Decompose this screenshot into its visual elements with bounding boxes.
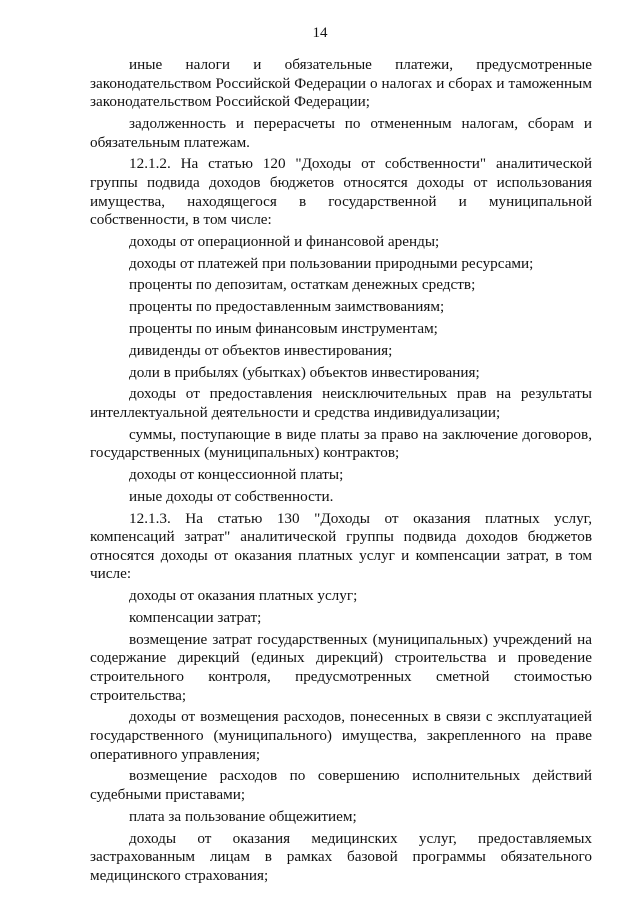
list-item-concession-fee: доходы от концессионной платы; [129, 466, 344, 484]
list-item-medical-services: доходы от оказания медицинских услуг, предоставляемых застрахованным лицам в рамках базовой программы обязательного медицинского страхования; [90, 829, 592, 884]
list-item-contract-rights: суммы, поступающие в виде платы за право на заключение договоров, государственных (муниципальных) контрактов; [90, 425, 592, 462]
list-item-profit-shares: доли в прибылях (убытках) объектов инвестирования; [129, 363, 480, 381]
paragraph-debt-recalculation: задолженность и перерасчеты по отмененным налогам, сборам и обязательным платежам. [90, 114, 592, 151]
list-item-financial-instruments: проценты по иным финансовым инструментам; [129, 320, 438, 338]
list-item-intellectual-property: доходы от предоставления неисключительных прав на результаты интеллектуальной деятельности и средства индивидуализации; [90, 385, 592, 421]
list-item-property-maintenance: доходы от возмещения расходов, понесенных в связи с эксплуатацией государственного (муниципального) имущества, закрепленного на праве оперативного управления; [90, 708, 592, 763]
paragraph-other-taxes: иные налоги и обязательные платежи, предусмотренные законодательством Российской Федерации о налогах и сборах и таможенным законодательством Российской Федерации; [90, 56, 592, 111]
list-item-deposit-interest: проценты по депозитам, остаткам денежных средств; [129, 276, 476, 294]
paragraph-article-130-heading: 12.1.3. На статью 130 "Доходы от оказания платных услуг, компенсаций затрат" аналитической группы подвида доходов бюджетов относятся доходы от оказания платных услуг и компенсации затрат, в том числе: [90, 509, 592, 583]
list-item-dormitory-fee: плата за пользование общежитием; [129, 807, 357, 825]
list-item-bailiff-expenses: возмещение расходов по совершению исполнительных действий судебными приставами; [90, 767, 592, 803]
list-item-paid-services: доходы от оказания платных услуг; [129, 587, 358, 605]
page-number: 14 [312, 25, 328, 41]
list-item-construction-directorate: возмещение затрат государственных (муниципальных) учреждений на содержание дирекций (единых дирекций) строительства и проведение строительного контроля, предусмотренных сметной стоимостью строительства; [90, 630, 592, 704]
list-item-cost-compensation: компенсации затрат; [129, 609, 262, 627]
list-item-dividends: дивиденды от объектов инвестирования; [129, 341, 393, 359]
list-item-natural-resources: доходы от платежей при пользовании природными ресурсами; [129, 254, 534, 272]
list-item-lease-income: доходы от операционной и финансовой аренды; [129, 232, 440, 250]
list-item-other-property-income: иные доходы от собственности. [129, 487, 334, 505]
document-body [90, 56, 592, 888]
list-item-loan-interest: проценты по предоставленным заимствованиям; [129, 298, 445, 316]
paragraph-article-120-heading: 12.1.2. На статью 120 "Доходы от собственности" аналитической группы подвида доходов бюджетов относятся доходы от использования имущества, находящегося в государственной и муниципальной собственности, в том числе: [90, 155, 592, 229]
